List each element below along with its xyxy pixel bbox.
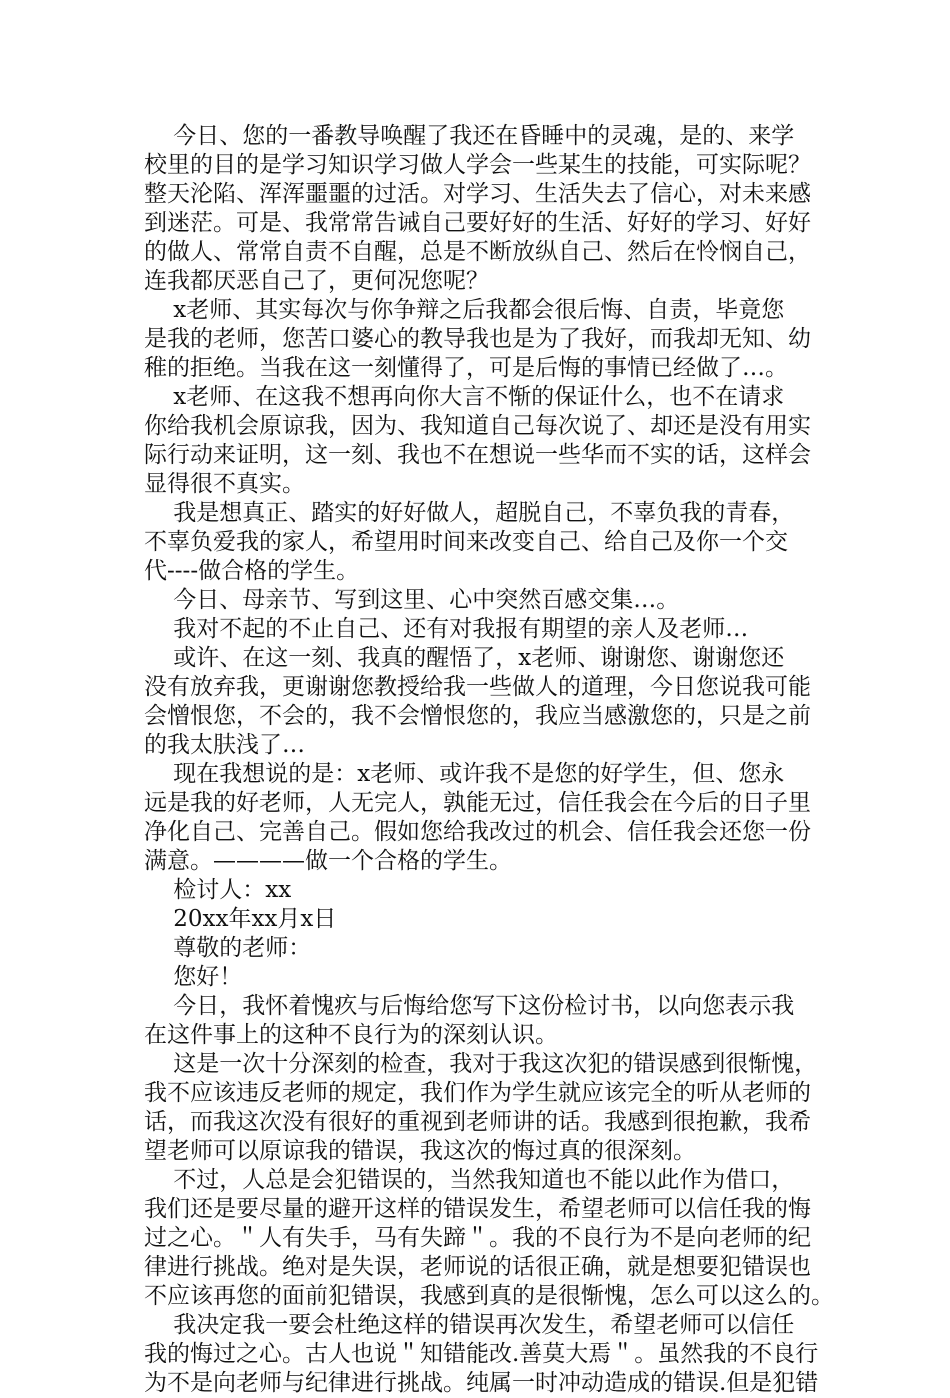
text-line: 在这件事上的这种不良行为的深刻认识。 xyxy=(144,1022,558,1048)
text-line: 代----做合格的学生。 xyxy=(144,558,360,584)
text-line: 不应该再您的面前犯错误，我感到真的是很惭愧，怎么可以这么的。 xyxy=(144,1283,834,1309)
text-line: 这是一次十分深刻的检查，我对于我这次犯的错误感到很惭愧， xyxy=(144,1051,818,1077)
date-line: 20xx年xx月x日 xyxy=(144,906,337,932)
text-line: 连我都厌恶自己了，更何况您呢？ xyxy=(144,268,489,294)
text-line: 望老师可以原谅我的错误，我这次的悔过真的很深刻。 xyxy=(144,1138,696,1164)
text-line: 我决定我一要会杜绝这样的错误再次发生，希望老师可以信任 xyxy=(144,1312,795,1338)
text-line: 稚的拒绝。当我在这一刻懂得了，可是后悔的事情已经做了…。 xyxy=(144,355,788,381)
document-body xyxy=(144,122,834,1398)
text-line: 今日、母亲节、写到这里、心中突然百感交集…。 xyxy=(144,587,680,613)
text-line: 我不应该违反老师的规定，我们作为学生就应该完全的听从老师的 xyxy=(144,1080,811,1106)
text-line: x老师、其实每次与你争辩之后我都会很后悔、自责，毕竟您 xyxy=(144,297,785,323)
text-line: 今日、您的一番教导唤醒了我还在昏睡中的灵魂，是的、来学 xyxy=(144,123,795,149)
text-line: 或许、在这一刻、我真的醒悟了，x老师、谢谢您、谢谢您还 xyxy=(144,645,785,671)
text-line: 话，而我这次没有很好的重视到老师讲的话。我感到很抱歉，我希 xyxy=(144,1109,811,1135)
text-line: 显得很不真实。 xyxy=(144,471,305,497)
text-line: 满意。————做一个合格的学生。 xyxy=(144,848,512,874)
text-line: 是我的老师，您苦口婆心的教导我也是为了我好，而我却无知、幼 xyxy=(144,326,811,352)
text-line: x老师、在这我不想再向你大言不惭的保证什么，也不在请求 xyxy=(144,384,785,410)
text-line: 过之心。＂人有失手，马有失蹄＂。我的不良行为不是向老师的纪 xyxy=(144,1225,811,1251)
text-line: 整天沦陷、浑浑噩噩的过活。对学习、生活失去了信心，对未来感 xyxy=(144,181,811,207)
text-line: 你给我机会原谅我，因为、我知道自己每次说了、却还是没有用实 xyxy=(144,413,811,439)
text-line: 的做人、常常自责不自醒，总是不断放纵自己、然后在怜悯自己， xyxy=(144,239,811,265)
text-line: 不辜负爱我的家人，希望用时间来改变自己、给自己及你一个交 xyxy=(144,529,788,555)
text-line: 没有放弃我，更谢谢您教授给我一些做人的道理，今日您说我可能 xyxy=(144,674,811,700)
text-line: 到迷茫。可是、我常常告诫自己要好好的生活、好好的学习、好好 xyxy=(144,210,811,236)
text-line: 今日，我怀着愧疚与后悔给您写下这份检讨书，以向您表示我 xyxy=(144,993,795,1019)
text-line: 现在我想说的是：x老师、或许我不是您的好学生，但、您永 xyxy=(144,761,785,787)
greeting-line: 您好！ xyxy=(144,964,243,990)
text-line: 校里的目的是学习知识学习做人学会一些某生的技能，可实际呢？ xyxy=(144,152,811,178)
text-line: 远是我的好老师，人无完人，孰能无过，信任我会在今后的日子里 xyxy=(144,790,811,816)
text-line: 为不是向老师与纪律进行挑战。纯属一时冲动造成的错误.但是犯错 xyxy=(144,1370,819,1396)
text-line: 净化自己、完善自己。假如您给我改过的机会、信任我会还您一份 xyxy=(144,819,811,845)
text-line: 我是想真正、踏实的好好做人，超脱自己，不辜负我的青春， xyxy=(144,500,795,526)
salutation-line: 尊敬的老师： xyxy=(144,935,312,961)
text-line: 的我太肤浅了… xyxy=(144,732,305,758)
text-line: 我的悔过之心。古人也说＂知错能改.善莫大焉＂。虽然我的不良行 xyxy=(144,1341,819,1367)
text-line: 会憎恨您，不会的，我不会憎恨您的，我应当感激您的，只是之前 xyxy=(144,703,811,729)
text-line: 际行动来证明，这一刻、我也不在想说一些华而不实的话，这样会 xyxy=(144,442,811,468)
text-line: 我们还是要尽量的避开这样的错误发生，希望老师可以信任我的悔 xyxy=(144,1196,811,1222)
text-line: 我对不起的不止自己、还有对我报有期望的亲人及老师… xyxy=(144,616,749,642)
text-line: 律进行挑战。绝对是失误，老师说的话很正确，就是想要犯错误也 xyxy=(144,1254,811,1280)
text-line: 不过，人总是会犯错误的，当然我知道也不能以此作为借口， xyxy=(144,1167,795,1193)
signature-line: 检讨人：xx xyxy=(144,877,292,903)
